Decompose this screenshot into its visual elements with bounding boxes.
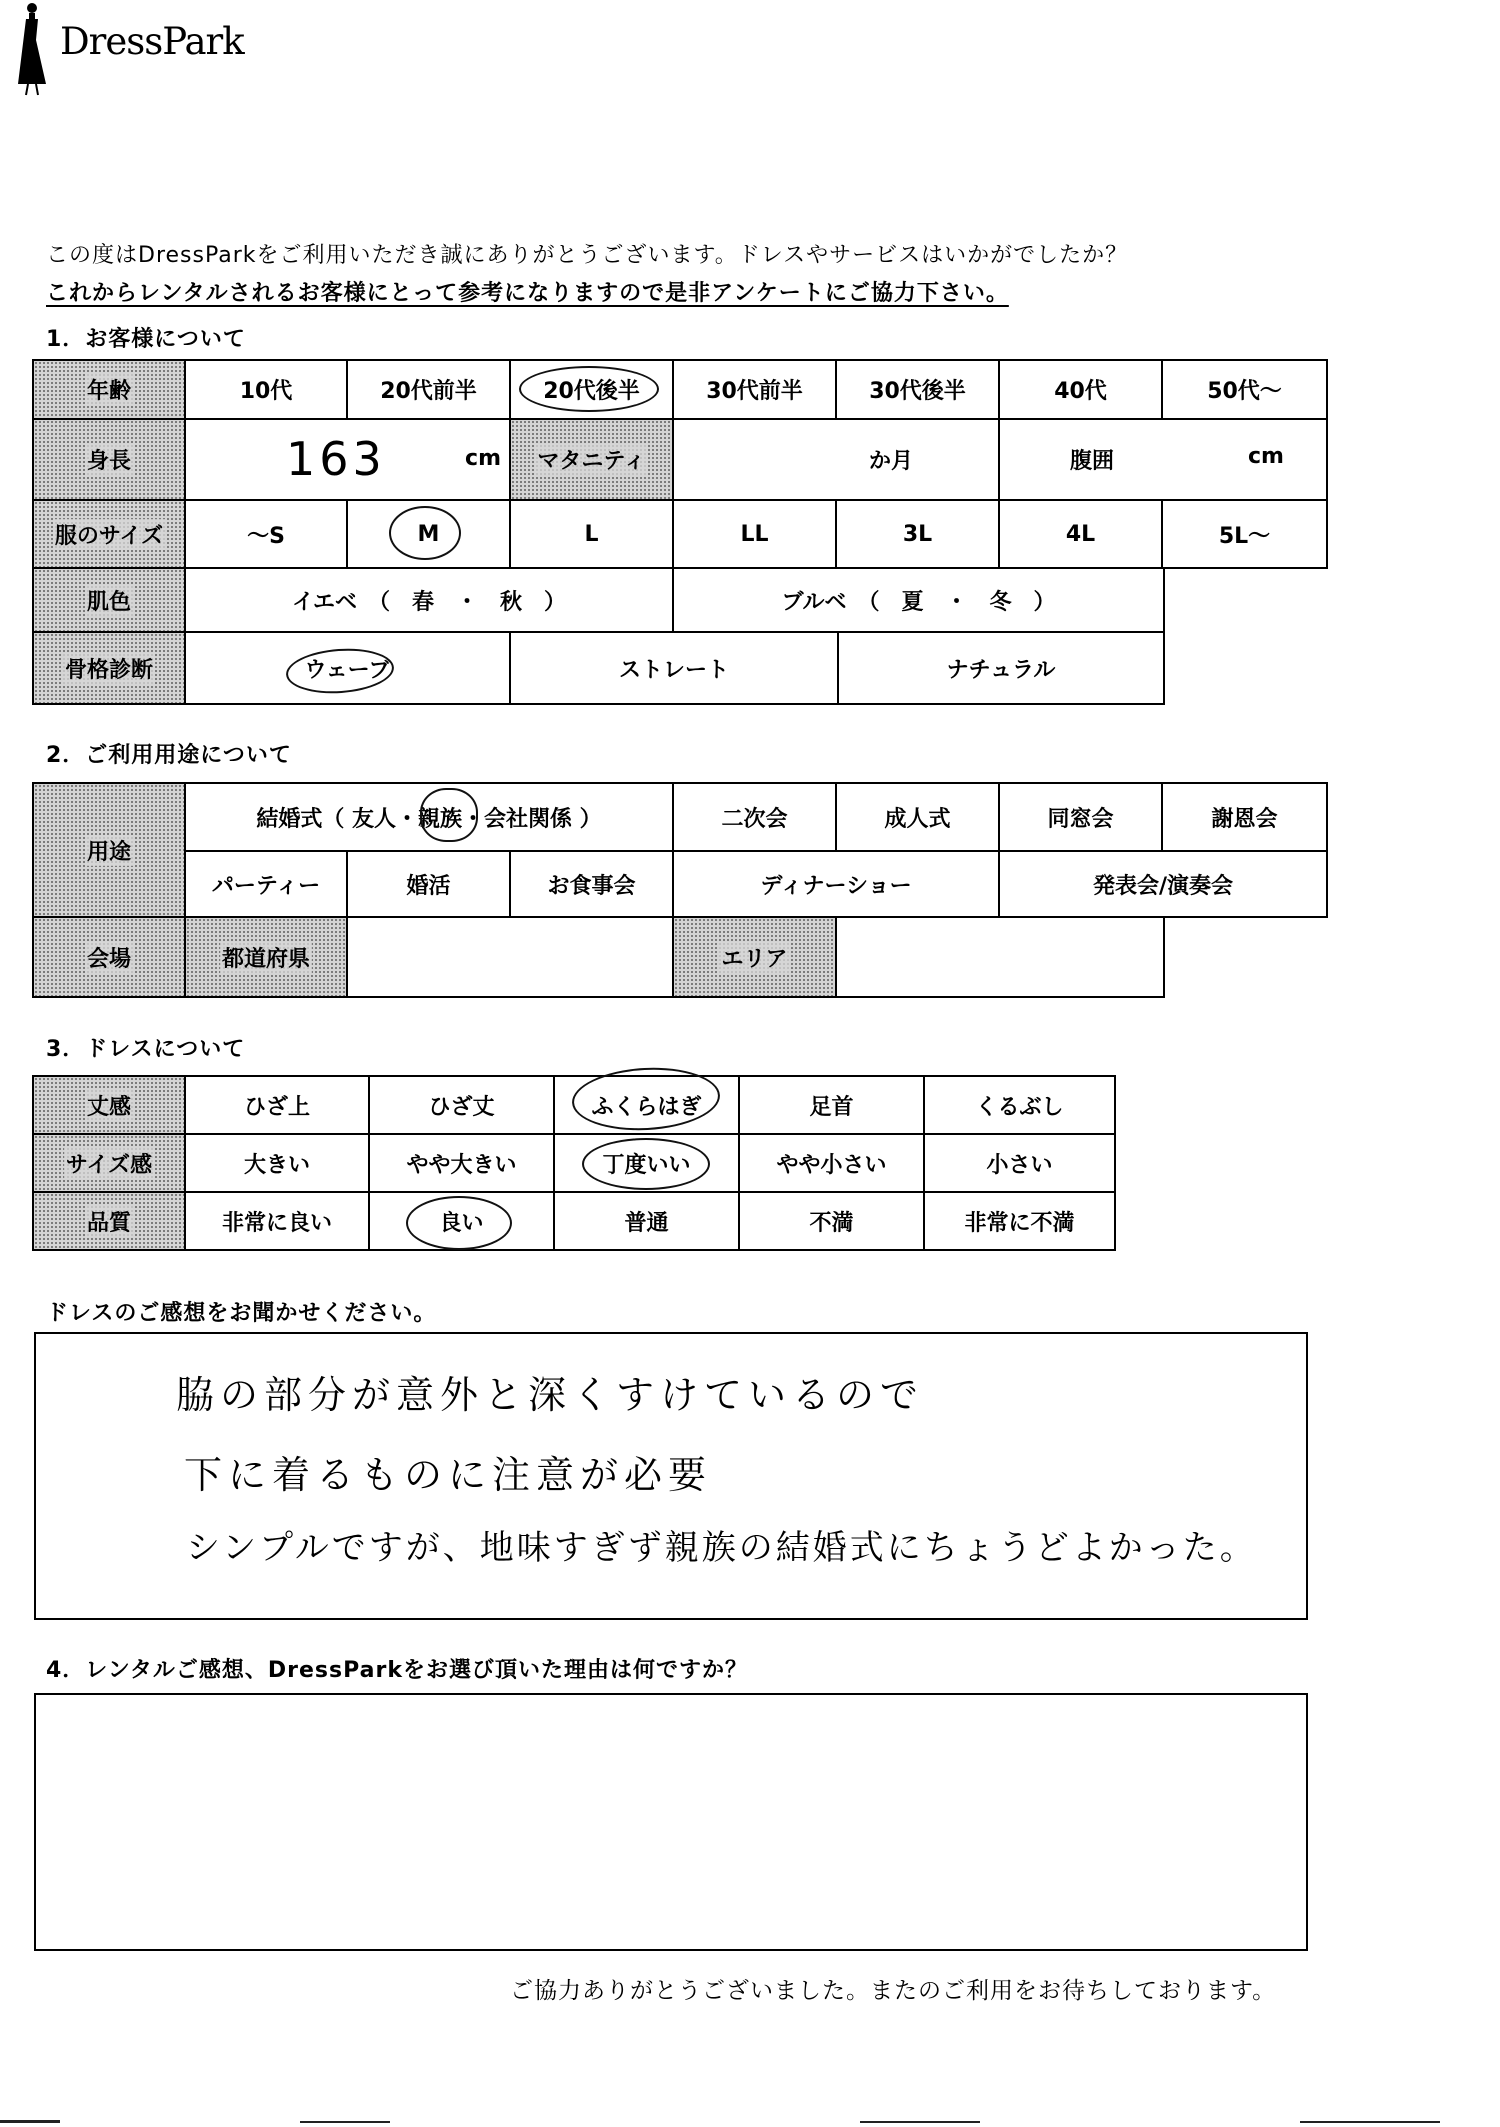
age-option-10s[interactable]: 10代 (184, 359, 348, 420)
purpose-marriage-hunting[interactable]: 婚活 (346, 850, 511, 918)
quality-good[interactable]: 良い (368, 1191, 555, 1251)
purpose-label: 用途 (32, 782, 186, 918)
fit-large[interactable]: 大きい (184, 1133, 370, 1193)
scan-artifact (860, 2121, 980, 2123)
fit-small[interactable]: 小さい (923, 1133, 1116, 1193)
quality-very-good[interactable]: 非常に良い (184, 1191, 370, 1251)
size-option-m[interactable]: M (346, 499, 511, 569)
scan-artifact (1300, 2121, 1440, 2123)
age-option-early-30s[interactable]: 30代前半 (672, 359, 837, 420)
skin-tone-label: 肌色 (32, 567, 186, 633)
waist-label: 腹囲 (1070, 449, 1115, 474)
quality-label: 品質 (32, 1191, 186, 1251)
length-knee[interactable]: ひざ丈 (368, 1075, 555, 1135)
size-option-5l[interactable]: 5L～ (1161, 499, 1328, 569)
purpose-after-party[interactable]: 二次会 (672, 782, 837, 852)
age-option-early-20s[interactable]: 20代前半 (346, 359, 511, 420)
height-unit: cm (465, 446, 501, 471)
height-label: 身長 (32, 418, 186, 501)
dress-silhouette-icon (12, 0, 52, 96)
section4-title: 4．レンタルご感想、DressParkをお選び頂いた理由は何ですか？ (46, 1658, 748, 1683)
section2-title: 2．ご利用用途について (46, 743, 292, 768)
closing-message: ご協力ありがとうございました。またのご利用をお待ちしております。 (510, 1978, 1277, 2004)
impression-line-2: 下に着るものに注意が必要 (184, 1453, 713, 1497)
age-option-50s-plus[interactable]: 50代～ (1161, 359, 1328, 420)
size-option-s[interactable]: ～S (184, 499, 348, 569)
impressions-title: ドレスのご感想をお聞かせください。 (46, 1301, 437, 1326)
body-type-label: 骨格診断 (32, 631, 186, 705)
size-option-l[interactable]: L (509, 499, 674, 569)
size-option-3l[interactable]: 3L (835, 499, 1000, 569)
quality-average[interactable]: 普通 (553, 1191, 740, 1251)
fit-just-right[interactable]: 丁度いい (553, 1133, 740, 1193)
purpose-recital[interactable]: 発表会/演奏会 (998, 850, 1328, 918)
waist-unit: cm (1248, 444, 1284, 469)
length-anklebone[interactable]: くるぶし (923, 1075, 1116, 1135)
fit-label: サイズ感 (32, 1133, 186, 1193)
intro-thanks: この度はDressParkをご利用いただき誠にありがとうございます。ドレスやサービスはいかがでしたか？ (46, 243, 1129, 268)
purpose-reunion[interactable]: 同窓会 (998, 782, 1163, 852)
dresspark-logo (0, 0, 260, 96)
height-value: 163 (286, 432, 386, 486)
quality-dissatisfied[interactable]: 不満 (738, 1191, 925, 1251)
skin-blue-base[interactable]: ブルベ （ 夏 ・ 冬 ） (672, 567, 1165, 633)
prefecture-label: 都道府県 (184, 916, 348, 998)
purpose-coming-of-age[interactable]: 成人式 (835, 782, 1000, 852)
body-type-straight[interactable]: ストレート (509, 631, 839, 705)
impression-line-3: シンプルですが、地味すぎず親族の結婚式にちょうどよかった。 (186, 1528, 1257, 1568)
section1-title: 1．お客様について (46, 327, 246, 352)
length-label: 丈感 (32, 1075, 186, 1135)
fit-slightly-large[interactable]: やや大きい (368, 1133, 555, 1193)
intro-request: これからレンタルされるお客様にとって参考になりますので是非アンケートにご協力下さい。 (46, 281, 1009, 306)
purpose-dinner[interactable]: お食事会 (509, 850, 674, 918)
months-unit: か月 (869, 449, 914, 474)
age-option-late-30s[interactable]: 30代後半 (835, 359, 1000, 420)
brand-name: DressPark (60, 20, 244, 63)
impressions-answer-box[interactable] (34, 1332, 1308, 1620)
section3-title: 3．ドレスについて (46, 1037, 246, 1062)
purpose-party[interactable]: パーティー (184, 850, 348, 918)
length-ankle[interactable]: 足首 (738, 1075, 925, 1135)
quality-very-dissatisfied[interactable]: 非常に不満 (923, 1191, 1116, 1251)
scan-artifact (300, 2121, 390, 2123)
size-label: 服のサイズ (32, 499, 186, 569)
scan-artifact (0, 2120, 60, 2123)
maternity-months-field[interactable] (672, 418, 1000, 501)
purpose-dinner-show[interactable]: ディナーショー (672, 850, 1000, 918)
age-label: 年齢 (32, 359, 186, 420)
area-field[interactable] (835, 916, 1165, 998)
impression-line-1: 脇の部分が意外と深くすけているので (176, 1373, 925, 1417)
length-calf[interactable]: ふくらはぎ (553, 1075, 740, 1135)
size-option-ll[interactable]: LL (672, 499, 837, 569)
skin-yellow-base[interactable]: イエベ （ 春 ・ 秋 ） (184, 567, 674, 633)
height-field[interactable] (184, 418, 511, 501)
fit-slightly-small[interactable]: やや小さい (738, 1133, 925, 1193)
body-type-natural[interactable]: ナチュラル (837, 631, 1165, 705)
prefecture-field[interactable] (346, 916, 674, 998)
age-option-40s[interactable]: 40代 (998, 359, 1163, 420)
section4-answer-box[interactable] (34, 1693, 1308, 1951)
body-type-wave[interactable]: ウェーブ (184, 631, 511, 705)
age-option-late-20s[interactable]: 20代後半 (509, 359, 674, 420)
venue-label: 会場 (32, 916, 186, 998)
waist-field[interactable] (998, 418, 1328, 501)
purpose-thank-you-party[interactable]: 謝恩会 (1161, 782, 1328, 852)
maternity-label: マタニティ (509, 418, 674, 501)
area-label: エリア (672, 916, 837, 998)
purpose-wedding[interactable]: 結婚式（ 友人・親族・会社関係 ） (184, 782, 674, 852)
length-above-knee[interactable]: ひざ上 (184, 1075, 370, 1135)
size-option-4l[interactable]: 4L (998, 499, 1163, 569)
